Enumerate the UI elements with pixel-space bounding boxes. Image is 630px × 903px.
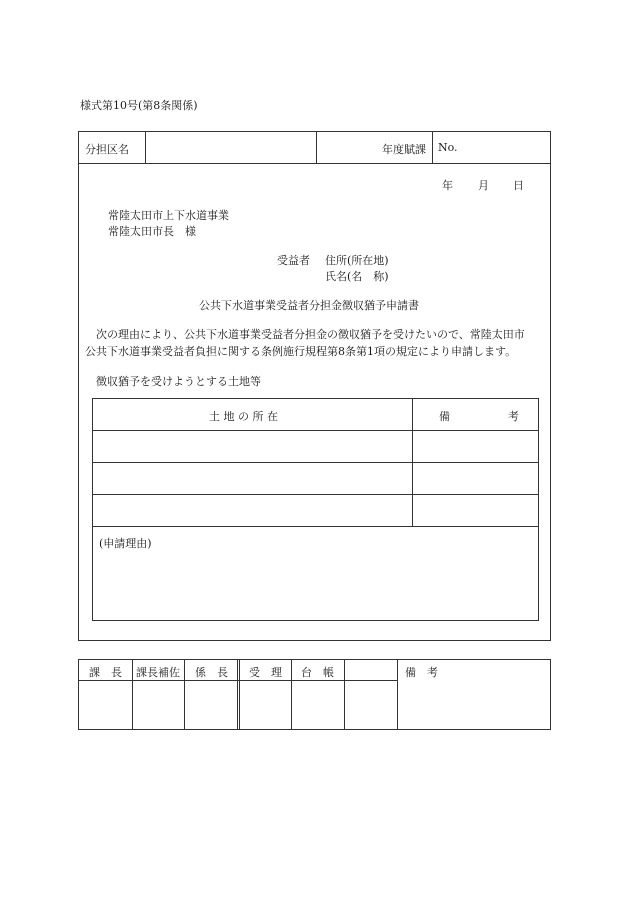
- stamp-divider: [184, 660, 185, 729]
- header-bottom-line: [79, 163, 550, 164]
- header-divider: [432, 132, 433, 163]
- header-divider: [145, 132, 146, 163]
- land-section-label: 徴収猶予を受けようとする土地等: [96, 375, 261, 388]
- reception-label: 受 理: [249, 666, 282, 679]
- table-row-divider: [93, 462, 538, 463]
- stamp-divider: [237, 660, 238, 729]
- addressee-line2: 常陸太田市長 様: [108, 225, 196, 238]
- stamp-divider: [344, 660, 345, 729]
- remarks-label: 備 考: [405, 666, 438, 679]
- document-title: 公共下水道事業受益者分担金徴収猶予申請書: [199, 299, 419, 312]
- addressee-line1: 常陸太田市上下水道事業: [108, 209, 229, 222]
- land-table: [92, 398, 539, 621]
- table-row-divider: [93, 494, 538, 495]
- date-day: 日: [513, 179, 524, 192]
- stamp-header-line: [79, 680, 397, 681]
- table-row-divider: [93, 430, 538, 431]
- date-month: 月: [478, 179, 489, 192]
- subsection-chief-label: 係 長: [195, 666, 228, 679]
- col-remarks-header-b: 考: [508, 410, 519, 423]
- approval-stamp-table: [78, 659, 551, 730]
- reason-label: (申請理由): [99, 537, 152, 550]
- section-chief-label: 課 長: [89, 666, 122, 679]
- stamp-divider: [239, 660, 240, 729]
- col-remarks-header-a: 備: [439, 410, 450, 423]
- col-location-header: 土 地 の 所 在: [209, 410, 278, 423]
- assistant-chief-label: 課長補佐: [136, 666, 180, 679]
- fiscal-label: 年度賦課: [382, 143, 426, 156]
- area-label: 分担区名: [85, 143, 129, 156]
- beneficiary-label: 受益者: [277, 254, 310, 267]
- no-label: No.: [438, 141, 458, 154]
- address-label: 住所(所在地): [325, 254, 389, 267]
- table-row-divider: [93, 526, 538, 527]
- stamp-divider: [397, 660, 398, 729]
- stamp-divider: [132, 660, 133, 729]
- application-form: [78, 131, 551, 641]
- name-label: 氏名(名 称): [325, 270, 389, 283]
- stamp-divider: [291, 660, 292, 729]
- date-year: 年: [442, 179, 453, 192]
- form-number: 様式第10号(第8条関係): [80, 99, 198, 112]
- ledger-label: 台 帳: [301, 666, 334, 679]
- body-line1: 次の理由により、公共下水道事業受益者分担金の徴収猶予を受けたいので、常陸太田市: [96, 328, 525, 341]
- header-divider: [316, 132, 317, 163]
- body-line2: 公共下水道事業受益者負担に関する条例施行規程第8条第1項の規定により申請します。: [85, 345, 517, 358]
